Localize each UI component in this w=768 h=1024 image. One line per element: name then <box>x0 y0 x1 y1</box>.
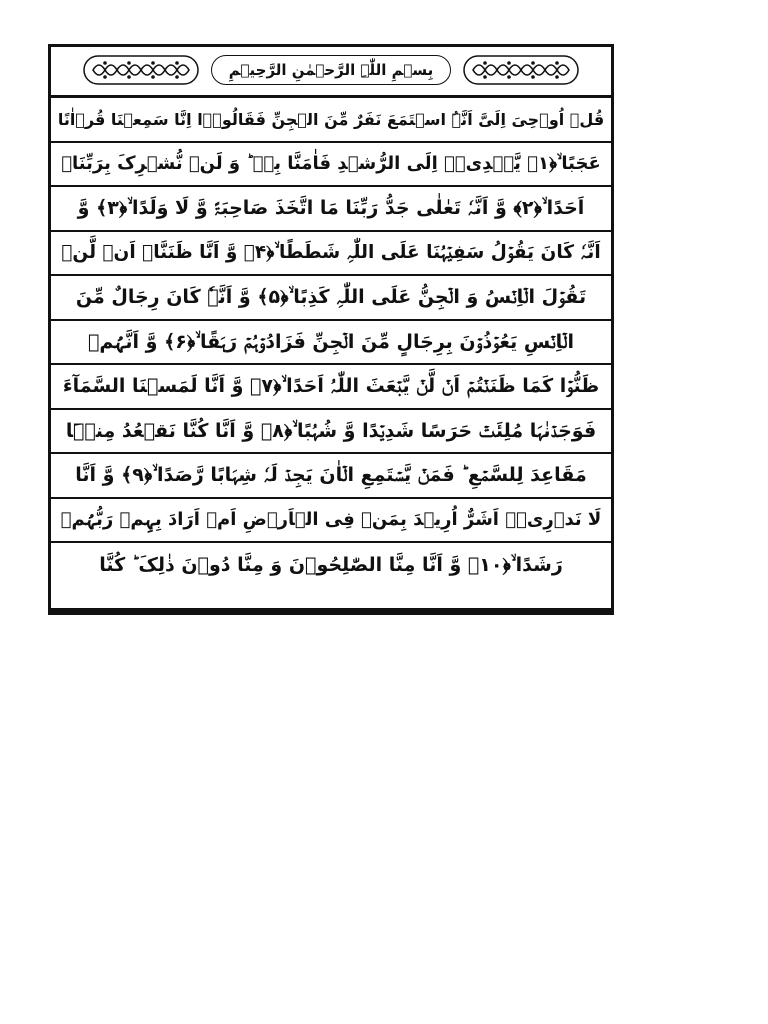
verse-text: رَشَدًا ۙ﴿۱۰﴾ وَّ اَنَّا مِنَّا الصّٰلِحُوۡنَ وَ مِنَّا دُوۡنَ ذٰلِکَ ؕ کُنَّا <box>99 554 563 577</box>
text-line <box>51 143 611 188</box>
verse-text: اَحَدًا ۙ﴿۲﴾ وَّ اَنَّہٗ تَعٰلٰی جَدُّ رَبِّنَا مَا اتَّخَذَ صَاحِبَۃً وَّ لَا وَلَدًا ۙ﴿۳﴾ وَّ <box>77 197 585 220</box>
verse-text: مَقَاعِدَ لِلسَّمۡعِ ؕ فَمَنۡ یَّسۡتَمِعِ الۡاٰنَ یَجِدۡ لَہٗ شِہَابًا رَّصَدًا ۙ﴿۹﴾ وَّ اَنَّا <box>75 464 587 487</box>
text-line <box>51 454 611 499</box>
text-lines <box>51 98 611 588</box>
text-line <box>51 365 611 410</box>
text-line <box>51 276 611 321</box>
quran-page <box>48 44 614 615</box>
text-line <box>51 98 611 143</box>
text-line <box>51 499 611 544</box>
verse-text: ظَنُّوۡا کَمَا ظَنَنۡتُمۡ اَنۡ لَّنۡ یَّبۡعَثَ اللّٰہُ اَحَدًا ۙ﴿۷﴾ وَّ اَنَّا لَمَسۡنَا السَّمَآءَ <box>62 375 600 398</box>
text-line <box>51 187 611 232</box>
bismillah-frame <box>211 55 451 85</box>
text-line <box>51 410 611 455</box>
text-line <box>51 321 611 366</box>
decorative-ornament-icon <box>463 55 579 85</box>
bismillah-text: بِسۡمِ اللّٰہِ الرَّحۡمٰنِ الرَّحِیۡمِ <box>228 61 434 79</box>
verse-text: تَقُوۡلَ الۡاِنۡسُ وَ الۡجِنُّ عَلَی اللّٰہِ کَذِبًا ۙ﴿۵﴾ وَّ اَنَّہٗ کَانَ رِجَالٌ مِّنَ <box>75 286 587 309</box>
verse-text: فَوَجَدۡنٰہَا مُلِئَتۡ حَرَسًا شَدِیۡدًا وَّ شُہُبًا ۙ﴿۸﴾ وَّ اَنَّا کُنَّا نَقۡعُدُ مِنۡہَا <box>65 419 597 442</box>
page-header <box>51 47 611 98</box>
text-line <box>51 232 611 277</box>
verse-text: لَا نَدۡرِیۡۤ اَشَرٌّ اُرِیۡدَ بِمَنۡ فِی الۡاَرۡضِ اَمۡ اَرَادَ بِہِمۡ رَبُّہُمۡ <box>60 509 602 531</box>
decorative-ornament-icon <box>83 55 199 85</box>
verse-text: الۡاِنۡسِ یَعُوۡذُوۡنَ بِرِجَالٍ مِّنَ الۡجِنِّ فَزَادُوۡہُمۡ رَہَقًا ۙ﴿۶﴾ وَّ اَنَّہُمۡ <box>87 330 575 353</box>
verse-text: اَنَّہٗ کَانَ یَقُوۡلُ سَفِیۡہُنَا عَلَی اللّٰہِ شَطَطًا ۙ﴿۴﴾ وَّ اَنَّا ظَنَنَّاۤ اَنۡ لَّنۡ <box>61 242 601 264</box>
verse-text: عَجَبًا ۙ﴿۱﴾ یَّہۡدِیۡۤ اِلَی الرُّشۡدِ فَاٰمَنَّا بِہٖ ؕ وَ لَنۡ نُّشۡرِکَ بِرَبِّنَاۤ <box>61 153 601 175</box>
text-line <box>51 543 611 588</box>
verse-text: قُلۡ اُوۡحِیَ اِلَیَّ اَنَّہُ اسۡتَمَعَ نَفَرٌ مِّنَ الۡجِنِّ فَقَالُوۡۤا اِنَّا سَمِعۡنَا قُرۡاٰنًا <box>57 109 605 129</box>
